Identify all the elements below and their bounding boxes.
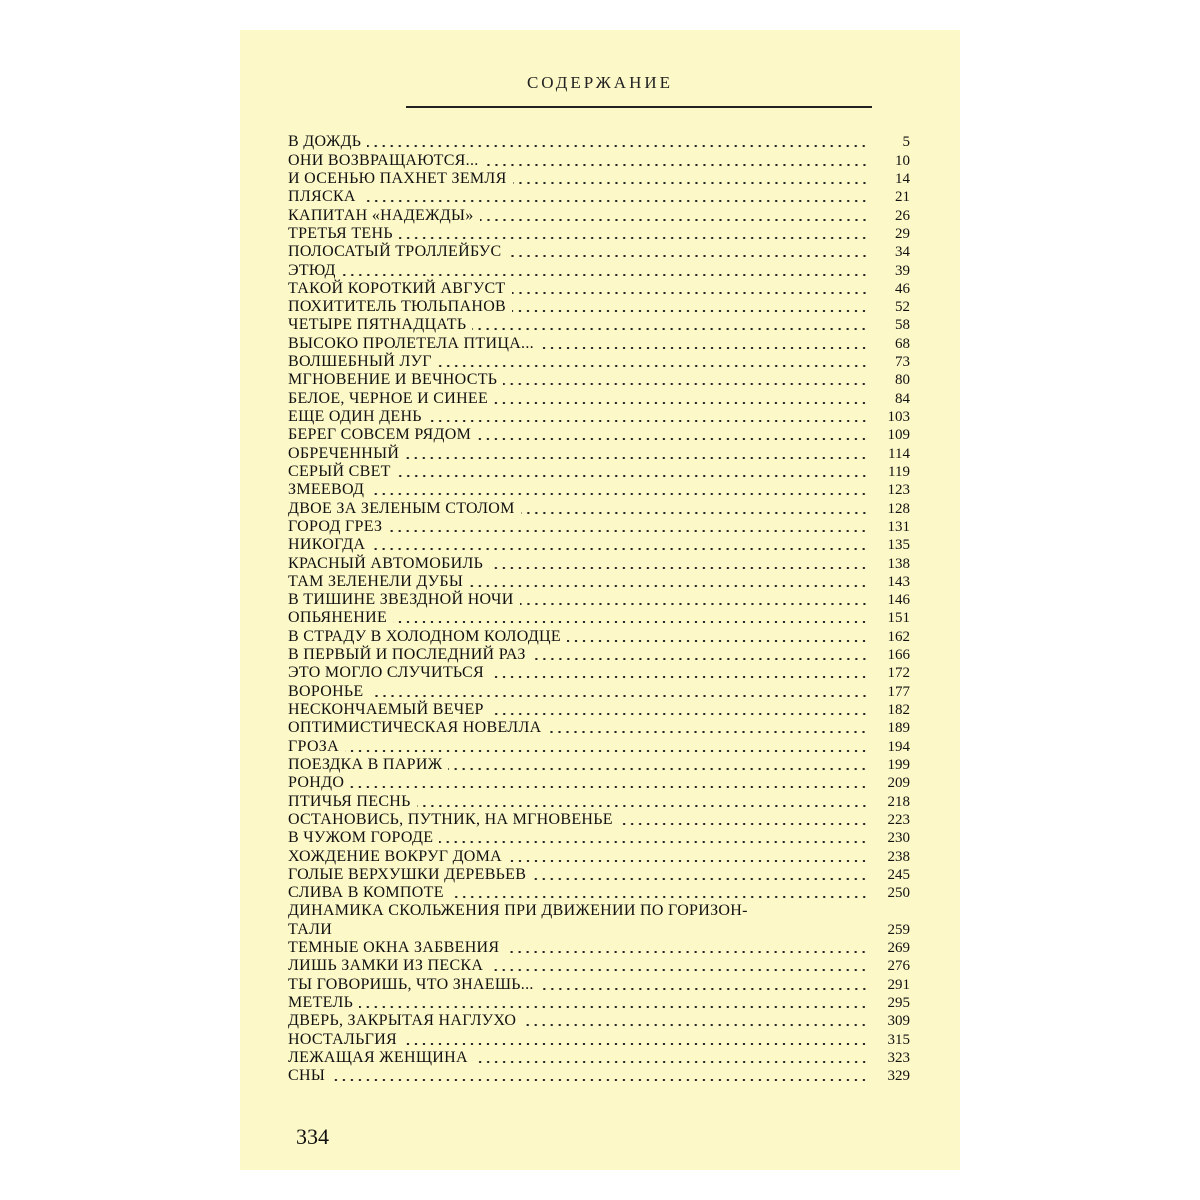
leader-dots (490, 713, 868, 715)
toc-entry-page: 329 (887, 1068, 910, 1085)
toc-entry-title: ГОРОД ГРЕЗ (288, 517, 383, 535)
toc-entry (288, 646, 910, 664)
toc-entry-page: 128 (887, 500, 910, 517)
toc-entry (288, 298, 910, 316)
toc-entry-page: 103 (887, 409, 910, 425)
leader-dots (480, 219, 868, 221)
toc-entry (288, 518, 910, 536)
toc-entry-page: 194 (887, 738, 910, 755)
toc-entry (288, 884, 910, 902)
toc-entry-title: ОПЬЯНЕНИЕ (288, 609, 388, 627)
toc-entry-page: 259 (887, 921, 910, 938)
toc-entry-page: 276 (887, 958, 910, 975)
leader-dots (472, 328, 868, 330)
leader-dots (508, 255, 869, 257)
leader-dots (532, 658, 868, 660)
toc-entry (288, 444, 910, 462)
toc-entry-page: 52 (895, 299, 910, 316)
toc-entry-title: ВОЛШЕБНЫЙ ЛУГ (288, 353, 432, 371)
toc-entry-page: 209 (887, 775, 910, 792)
book-page (240, 30, 960, 1170)
toc-entry-page: 182 (887, 702, 910, 718)
toc-entry-title: ТАКОЙ КОРОТКИЙ АВГУСТ (288, 279, 506, 297)
toc-entry-page: 295 (887, 995, 910, 1011)
toc-entry-title: ТЕМНЫЕ ОКНА ЗАБВЕНИЯ (288, 939, 500, 957)
toc-entry (288, 957, 910, 975)
toc-entry-title: НОСТАЛЬГИЯ (288, 1030, 398, 1048)
toc-entry (288, 756, 910, 774)
toc-entry (288, 371, 910, 389)
toc-entry-page: 84 (895, 390, 910, 407)
toc-entry-title: ПТИЧЬЯ ПЕСНЬ (288, 792, 411, 810)
toc-entry-page: 230 (887, 830, 910, 847)
toc-entry-title: В СТРАДУ В ХОЛОДНОМ КОЛОДЦЕ (288, 627, 561, 645)
toc-entry (288, 737, 910, 755)
toc-entry (288, 1030, 910, 1048)
toc-entry (288, 719, 910, 737)
toc-entry-page: 143 (887, 573, 910, 590)
toc-entry (288, 316, 910, 334)
leader-dots (512, 310, 868, 312)
toc-entry (288, 573, 910, 591)
toc-entry-title: ЛЕЖАЩАЯ ЖЕНЩИНА (288, 1048, 468, 1066)
toc-entry (288, 1012, 910, 1030)
toc-entry (288, 261, 910, 279)
toc-entry-page: 21 (895, 189, 910, 206)
toc-entry-title: ОСТАНОВИСЬ, ПУТНИК, НА МГНОВЕНЬЕ (288, 810, 613, 828)
toc-entry-continuation (288, 920, 910, 938)
toc-entry-title: ПОЕЗДКА В ПАРИЖ (288, 755, 443, 773)
toc-entry-title: ЛИШЬ ЗАМКИ ИЗ ПЕСКА (288, 957, 484, 975)
leader-dots (485, 164, 868, 166)
toc-entry (288, 591, 910, 609)
leader-dots (522, 1024, 868, 1026)
toc-entry (288, 701, 910, 719)
toc-entry-page: 291 (887, 976, 910, 993)
toc-entry-page: 199 (887, 756, 910, 773)
toc-entry-page: 46 (895, 280, 910, 297)
toc-entry-title: ВОРОНЬЕ (288, 682, 364, 700)
toc-entry-title: СЕРЫЙ СВЕТ (288, 462, 391, 480)
leader-dots (388, 530, 868, 532)
leader-dots (399, 237, 868, 239)
toc-entry (288, 389, 910, 407)
toc-entry-page: 114 (888, 445, 910, 462)
toc-entry (288, 426, 910, 444)
toc-entry-page: 131 (887, 518, 910, 535)
toc-entry-title: ОНИ ВОЗВРАЩАЮТСЯ... (288, 151, 479, 169)
toc-entry (288, 499, 910, 517)
toc-entry-page: 10 (895, 152, 910, 169)
toc-entry-page: 80 (895, 372, 910, 389)
toc-entry-title: КРАСНЫЙ АВТОМОБИЛЬ (288, 554, 484, 572)
leader-dots (428, 420, 868, 422)
toc-entry-title: НИКОГДА (288, 536, 366, 554)
toc-entry-title: ПОЛОСАТЫЙ ТРОЛЛЕЙБУС (288, 243, 502, 261)
leader-dots (505, 951, 868, 953)
toc-entry-page: 151 (887, 610, 910, 627)
toc-entry-page: 223 (887, 811, 910, 828)
toc-entry (288, 939, 910, 957)
leader-dots (532, 878, 868, 880)
toc-entry-title: ВЫСОКО ПРОЛЕТЕЛА ПТИЦА... (288, 334, 534, 352)
leader-dots (490, 676, 868, 678)
toc-entry (288, 536, 910, 554)
leader-dots (331, 1079, 868, 1081)
leader-dots (520, 603, 868, 605)
toc-entry-title: ОПТИМИСТИЧЕСКАЯ НОВЕЛЛА (288, 719, 542, 737)
toc-entry-title: ТРЕТЬЯ ТЕНЬ (288, 224, 393, 242)
leader-dots (540, 347, 868, 349)
leader-dots (342, 274, 868, 276)
toc-entry-title: И ОСЕНЬЮ ПАХНЕТ ЗЕМЛЯ (288, 169, 507, 187)
toc-entry-page: 309 (887, 1013, 910, 1030)
toc-entry-title: ХОЖДЕНИЕ ВОКРУГ ДОМА (288, 847, 503, 865)
leader-dots (474, 1061, 868, 1063)
toc-entry (288, 811, 910, 829)
toc-entry (288, 609, 910, 627)
toc-entry (288, 975, 910, 993)
toc-entry-title: ЗМЕЕВОД (288, 481, 365, 499)
toc-entry-page: 119 (888, 463, 910, 480)
leader-dots (540, 988, 868, 990)
toc-entry (288, 866, 910, 884)
toc-entry-page: 323 (887, 1049, 910, 1066)
toc-entry-page: 26 (895, 207, 910, 224)
leader-dots (370, 493, 868, 495)
toc-entry (288, 627, 910, 645)
leader-dots (397, 475, 868, 477)
toc-entry-title-continuation: ТАЛИ (288, 920, 333, 938)
leader-dots (489, 567, 868, 569)
toc-entry (288, 170, 910, 188)
toc-entry (288, 353, 910, 371)
toc-entry-page: 39 (895, 262, 910, 279)
leader-dots (350, 786, 868, 788)
toc-entry-page: 166 (887, 647, 910, 664)
toc-entry (288, 206, 910, 224)
leader-dots (370, 695, 869, 697)
toc-entry-title: В ТИШИНЕ ЗВЕЗДНОЙ НОЧИ (288, 591, 514, 609)
leader-dots (512, 292, 869, 294)
leader-dots (405, 457, 868, 459)
toc-entry (288, 902, 910, 920)
toc-entry-title: ТЫ ГОВОРИШЬ, ЧТО ЗНАЕШЬ... (288, 975, 534, 993)
toc-entry-title: ДВОЕ ЗА ЗЕЛЕНЫМ СТОЛОМ (288, 499, 515, 517)
toc-entry-page: 162 (887, 628, 910, 645)
toc-entry (288, 792, 910, 810)
toc-entry-title: ПЛЯСКА (288, 188, 356, 206)
toc-entry-title: БЕЛОЕ, ЧЕРНОЕ И СИНЕЕ (288, 389, 489, 407)
leader-dots (619, 823, 868, 825)
leader-dots (477, 438, 868, 440)
leader-dots (345, 750, 868, 752)
toc-entry-title: НЕСКОНЧАЕМЫЙ ВЕЧЕР (288, 701, 484, 718)
leader-dots (403, 1043, 868, 1045)
toc-entry-page: 269 (887, 940, 910, 957)
toc-entry (288, 847, 910, 865)
leader-dots (393, 621, 868, 623)
leader-dots (371, 548, 868, 550)
toc-entry (288, 408, 910, 426)
toc-entry-page: 58 (895, 317, 910, 334)
toc-entry-page: 245 (887, 866, 910, 883)
toc-entry-page: 73 (895, 354, 910, 371)
toc-entry-page: 135 (887, 537, 910, 554)
toc-entry-title: ПОХИТИТЕЛЬ ТЮЛЬПАНОВ (288, 298, 507, 316)
leader-dots (417, 805, 868, 807)
page-title: СОДЕРЖАНИЕ (526, 73, 674, 92)
toc-entry-page: 218 (887, 793, 910, 810)
leader-dots (367, 145, 868, 147)
toc-entry-page: 146 (887, 592, 910, 609)
toc-entry-page: 14 (895, 170, 910, 187)
toc-entry-title: В ПЕРВЫЙ И ПОСЛЕДНИЙ РАЗ (288, 646, 526, 664)
toc-entry (288, 133, 910, 151)
toc-entry-title: ЭТЮД (288, 261, 336, 279)
toc-entry (288, 188, 910, 206)
toc-entry-page: 5 (902, 134, 910, 151)
leader-dots (503, 383, 868, 385)
toc-entry-page: 34 (895, 244, 910, 261)
toc-entry-page: 238 (887, 848, 910, 865)
toc-entry (288, 682, 910, 700)
leader-dots (547, 731, 868, 733)
toc-entry (288, 334, 910, 352)
toc-entry-title: МГНОВЕНИЕ И ВЕЧНОСТЬ (288, 371, 498, 389)
toc-entry (288, 554, 910, 572)
toc-entry-title: ЕЩЕ ОДИН ДЕНЬ (288, 408, 422, 425)
toc-entry-title: ГОЛЫЕ ВЕРХУШКИ ДЕРЕВЬЕВ (288, 865, 527, 883)
toc-entry-title: ЭТО МОГЛО СЛУЧИТЬСЯ (288, 664, 484, 682)
toc-entry-title: РОНДО (288, 774, 345, 792)
toc-entry (288, 280, 910, 298)
toc-entry (288, 225, 910, 243)
leader-dots (513, 182, 868, 184)
toc-entry-page: 189 (887, 720, 910, 737)
toc-entry-title: В ДОЖДЬ (288, 133, 362, 151)
leader-dots (521, 512, 868, 514)
leader-dots (359, 1006, 868, 1008)
toc-entry (288, 481, 910, 499)
toc-entry (288, 774, 910, 792)
toc-entry-title: ДИНАМИКА СКОЛЬЖЕНИЯ ПРИ ДВИЖЕНИИ ПО ГОРИЗОН- (288, 902, 748, 920)
toc-entry-title: СНЫ (288, 1067, 326, 1085)
toc-entry-page: 250 (887, 885, 910, 902)
leader-dots (362, 200, 868, 202)
toc-entry-title: БЕРЕГ СОВСЕМ РЯДОМ (288, 426, 472, 444)
toc-entry (288, 994, 910, 1012)
toc-entry-title: ОБРЕЧЕННЫЙ (288, 444, 400, 462)
toc-entry-page: 109 (887, 427, 910, 444)
toc-entry-page: 138 (887, 555, 910, 572)
leader-dots (567, 640, 868, 642)
toc-entry (288, 243, 910, 261)
toc-entry-title: ГРОЗА (288, 737, 339, 755)
toc-entry-page: 123 (887, 482, 910, 499)
leader-dots (439, 841, 868, 843)
toc-entry-page: 172 (887, 665, 910, 682)
toc-entry-title: ТАМ ЗЕЛЕНЕЛИ ДУБЫ (288, 572, 464, 590)
toc-entry (288, 1049, 910, 1067)
toc-entry (288, 829, 910, 847)
toc-entry-title: ДВЕРЬ, ЗАКРЫТАЯ НАГЛУХО (288, 1012, 517, 1030)
leader-dots (438, 365, 868, 367)
toc-entry-title: СЛИВА В КОМПОТЕ (288, 884, 444, 902)
toc-entry (288, 463, 910, 481)
toc-entry-page: 68 (895, 335, 910, 352)
toc-entry-title: МЕТЕЛЬ (288, 994, 354, 1011)
toc-entry-title: КАПИТАН «НАДЕЖДЫ» (288, 206, 474, 224)
leader-dots (489, 969, 868, 971)
toc-entry-title: ЧЕТЫРЕ ПЯТНАДЦАТЬ (288, 316, 467, 334)
toc-entry (288, 1067, 910, 1085)
toc-entry (288, 664, 910, 682)
leader-dots (469, 585, 868, 587)
heading-rule (406, 106, 872, 108)
leader-dots (494, 402, 868, 404)
toc-entry-page: 177 (887, 683, 910, 700)
toc-entry-title: В ЧУЖОМ ГОРОДЕ (288, 829, 434, 847)
leader-dots (450, 896, 868, 898)
leader-dots (448, 768, 868, 770)
leader-dots (508, 860, 868, 862)
toc-entry (288, 151, 910, 169)
table-of-contents (288, 133, 910, 1085)
toc-entry-page: 315 (887, 1031, 910, 1048)
page-number: 334 (296, 1124, 329, 1149)
toc-entry-page: 29 (895, 225, 910, 242)
